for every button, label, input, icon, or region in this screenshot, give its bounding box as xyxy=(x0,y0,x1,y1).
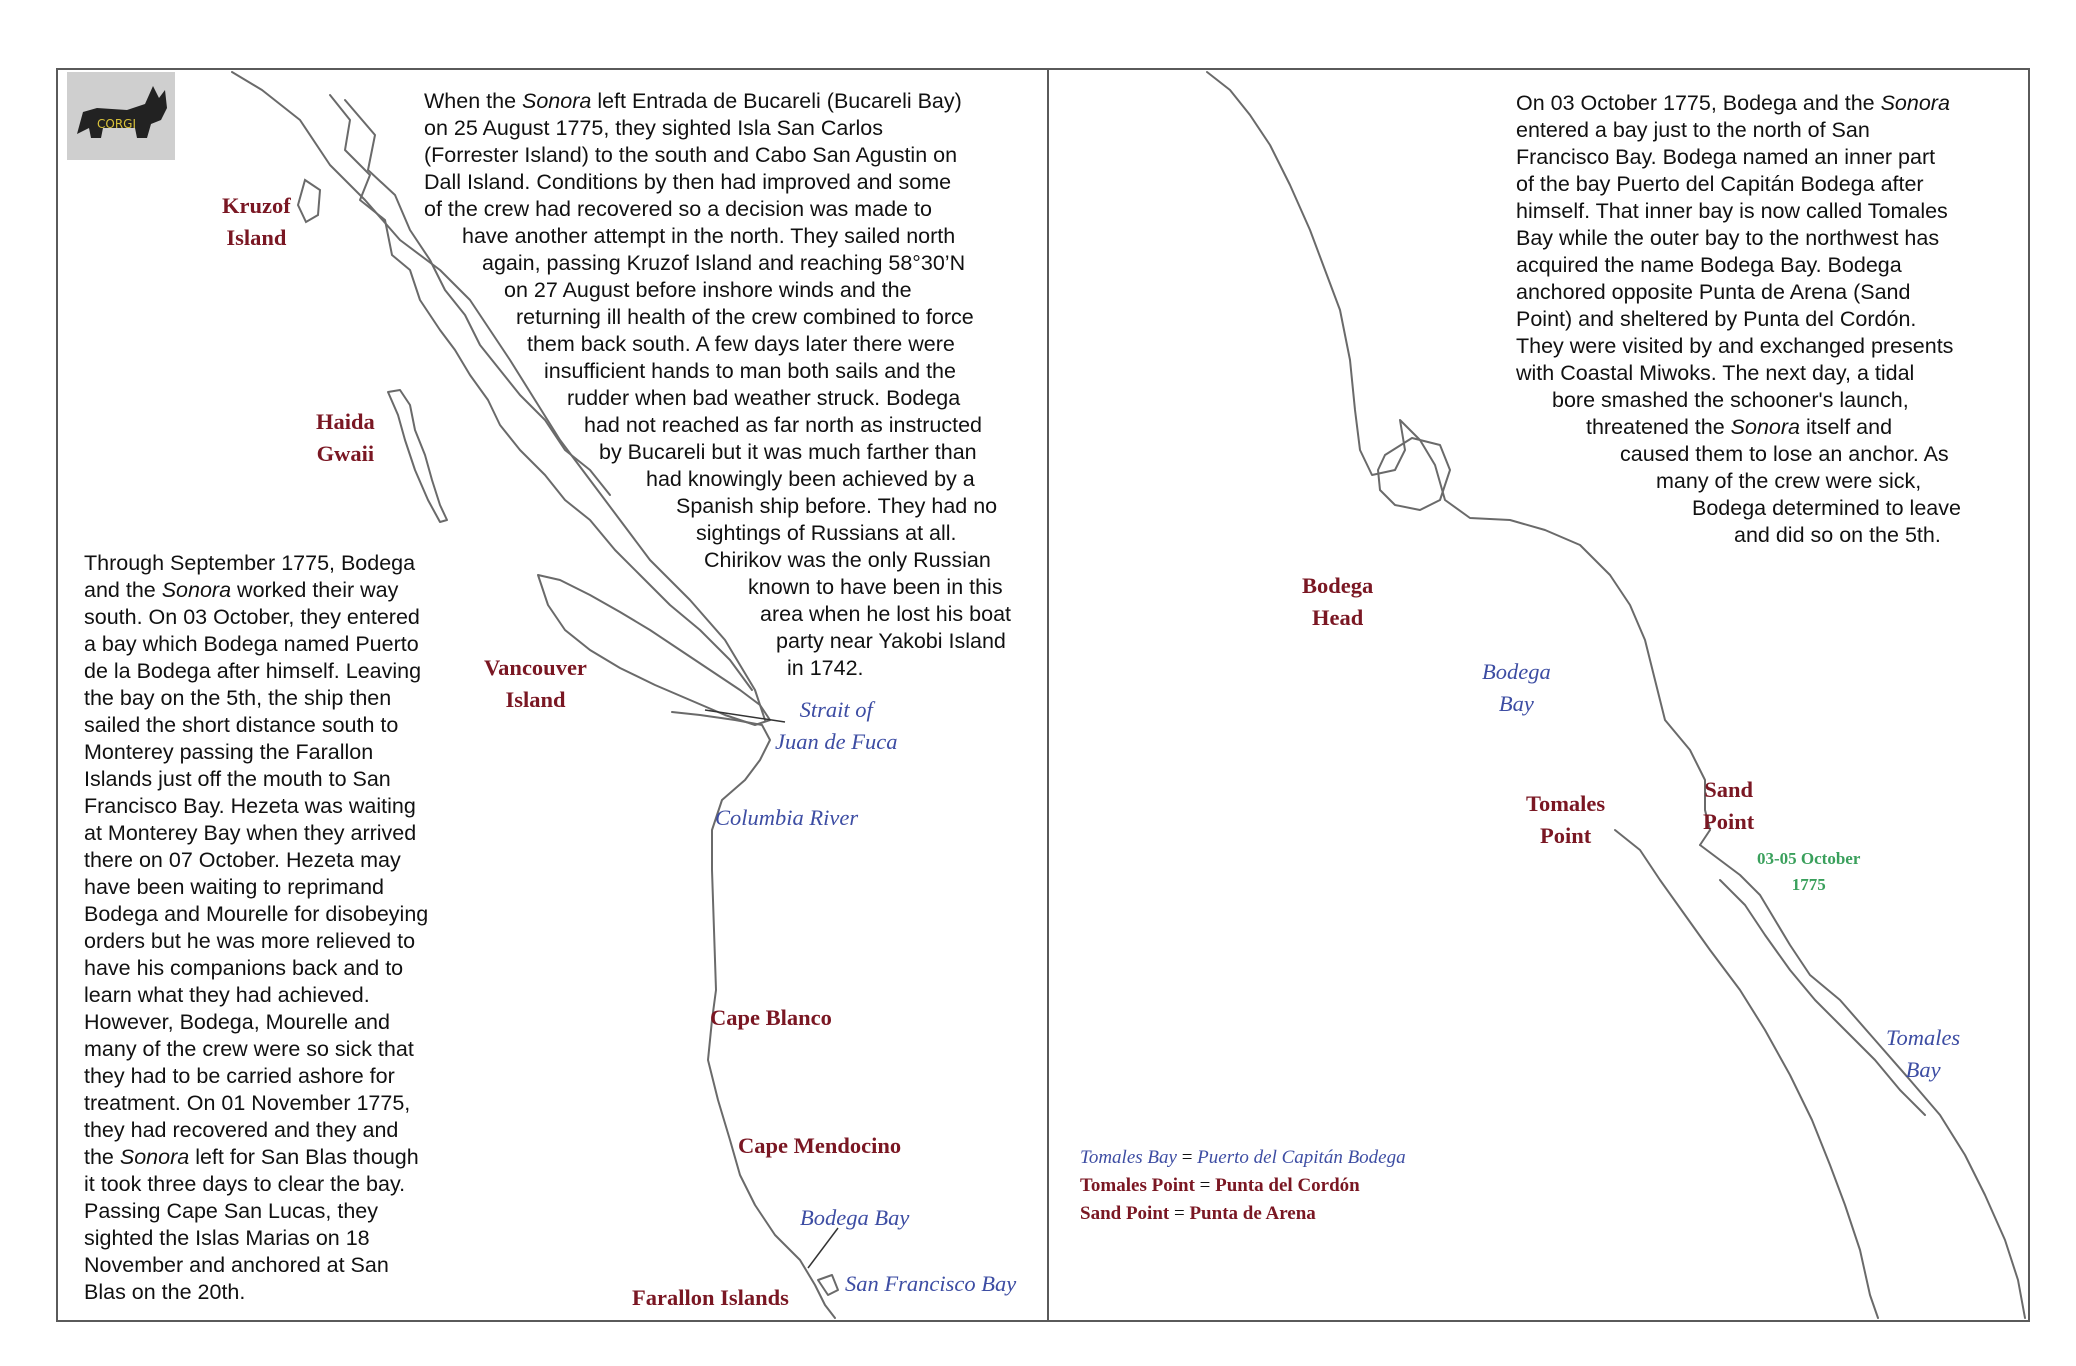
text-line: there on 07 October. Hezeta may xyxy=(84,848,401,872)
text-line: and the Sonora worked their way xyxy=(84,578,399,602)
tomales-bay-shore xyxy=(1700,845,2025,1318)
text-line: in 1742. xyxy=(787,656,864,680)
text-line: of the crew had recovered so a decision was made to xyxy=(424,197,932,221)
text-line: and did so on the 5th. xyxy=(1734,523,1941,547)
legend-row: Sand Point = Punta de Arena xyxy=(1080,1203,1316,1224)
text-line: entered a bay just to the north of San xyxy=(1516,118,1870,142)
text-line: Point) and sheltered by Punta del Cordón. xyxy=(1516,307,1917,331)
corgi-logo xyxy=(67,72,175,160)
text-line: the bay on the 5th, the ship then xyxy=(84,686,392,710)
juan-de-fuca-leader xyxy=(705,710,785,722)
sf-bay-shape xyxy=(818,1275,838,1295)
text-line: sighted the Islas Marias on 18 xyxy=(84,1226,370,1250)
text-line: However, Bodega, Mourelle and xyxy=(84,1010,390,1034)
text-line: on 25 August 1775, they sighted Isla San Carlos xyxy=(424,116,883,140)
bodega-head-label: Bodega Head xyxy=(1302,573,1374,630)
sand-point-label: Sand Point xyxy=(1703,777,1755,834)
text-line: known to have been in this xyxy=(748,575,1003,599)
text-line: They were visited by and exchanged presents xyxy=(1516,334,1954,358)
text-line: treatment. On 01 November 1775, xyxy=(84,1091,411,1115)
text-line: anchored opposite Punta de Arena (Sand xyxy=(1516,280,1911,304)
text-line: have been waiting to reprimand xyxy=(84,875,384,899)
tomales-point-shape xyxy=(1615,830,1878,1318)
text-line: them back south. A few days later there were xyxy=(527,332,955,356)
vancouver-island-label: Vancouver Island xyxy=(484,655,587,712)
farallon-islands-label: Farallon Islands xyxy=(632,1285,789,1310)
bodega-bay-leader xyxy=(808,1228,838,1268)
text-line: area when he lost his boat xyxy=(760,602,1011,626)
text-line: Francisco Bay. Hezeta was waiting xyxy=(84,794,416,818)
text-line: at Monterey Bay when they arrived xyxy=(84,821,417,845)
text-line: again, passing Kruzof Island and reaching 58°30’N xyxy=(482,251,966,275)
text-line: bore smashed the schooner's launch, xyxy=(1552,388,1909,412)
text-line: learn what they had achieved. xyxy=(84,983,370,1007)
text-line: November and anchored at San xyxy=(84,1253,389,1277)
text-line: Chirikov was the only Russian xyxy=(704,548,991,572)
narrative-top xyxy=(424,88,1011,682)
text-line: returning ill health of the crew combined to force xyxy=(516,305,974,329)
text-line: Bodega determined to leave xyxy=(1692,496,1961,520)
logo-text: CORGI xyxy=(97,117,136,131)
legend-row: Tomales Bay = Puerto del Capitán Bodega xyxy=(1080,1147,1406,1168)
text-line: insufficient hands to man both sails and the xyxy=(544,359,956,383)
text-line: rudder when bad weather struck. Bodega xyxy=(567,386,961,410)
text-line: many of the crew were sick, xyxy=(1656,469,1922,493)
text-line: many of the crew were so sick that xyxy=(84,1037,414,1061)
text-line: Bay while the outer bay to the northwest has xyxy=(1516,226,1940,250)
text-line: Spanish ship before. They had no xyxy=(676,494,998,518)
text-line: it took three days to clear the bay. xyxy=(84,1172,406,1196)
text-line: of the bay Puerto del Capitán Bodega after xyxy=(1516,172,1924,196)
text-line: Blas on the 20th. xyxy=(84,1280,246,1304)
cape-blanco-label: Cape Blanco xyxy=(710,1005,832,1030)
text-line: on 27 August before inshore winds and the xyxy=(504,278,912,302)
text-line: Dall Island. Conditions by then had improved and some xyxy=(424,170,952,194)
text-line: Through September 1775, Bodega xyxy=(84,551,416,575)
cape-mendocino-label: Cape Mendocino xyxy=(738,1133,902,1158)
text-line: had knowingly been achieved by a xyxy=(646,467,975,491)
bodega-head-shape xyxy=(1378,438,1450,510)
columbia-river-label: Columbia River xyxy=(715,805,859,830)
text-line: have another attempt in the north. They sailed north xyxy=(462,224,956,248)
text-line: sightings of Russians at all. xyxy=(696,521,957,545)
name-legend xyxy=(1080,1144,1406,1228)
text-line: a bay which Bodega named Puerto xyxy=(84,632,419,656)
text-line: (Forrester Island) to the south and Cabo San Agustin on xyxy=(424,143,958,167)
text-line: acquired the name Bodega Bay. Bodega xyxy=(1516,253,1902,277)
juan-de-fuca-label: Strait of Juan de Fuca xyxy=(775,697,898,754)
text-line: with Coastal Miwoks. The next day, a tidal xyxy=(1516,361,1915,385)
bodega-bay-label-large: Bodega Bay xyxy=(1482,659,1551,716)
text-line: by Bucareli but it was much farther than xyxy=(599,440,977,464)
narrative-bottom xyxy=(84,550,428,1306)
kruzof-island-shape xyxy=(298,180,320,222)
text-line: Francisco Bay. Bodega named an inner part xyxy=(1516,145,1936,169)
legend-row: Tomales Point = Punta del Cordón xyxy=(1080,1175,1360,1196)
text-line: threatened the Sonora itself and xyxy=(1586,415,1893,439)
text-line: had not reached as far north as instructed xyxy=(584,413,982,437)
text-line: have his companions back and to xyxy=(84,956,404,980)
text-line: Bodega and Mourelle for disobeying xyxy=(84,902,429,926)
haida-gwaii-label: Haida Gwaii xyxy=(316,409,375,466)
text-line: the Sonora left for San Blas though xyxy=(84,1145,419,1169)
text-line: they had recovered and they and xyxy=(84,1118,399,1142)
text-line: On 03 October 1775, Bodega and the Sonora xyxy=(1516,91,1950,115)
text-line: sailed the short distance south to xyxy=(84,713,399,737)
text-line: orders but he was more relieved to xyxy=(84,929,416,953)
text-line: de la Bodega after himself. Leaving xyxy=(84,659,422,683)
text-line: himself. That inner bay is now called Tomales xyxy=(1516,199,1948,223)
text-line: Monterey passing the Farallon xyxy=(84,740,374,764)
anchorage-date-label: 03-05 October 1775 xyxy=(1757,849,1861,894)
san-francisco-bay-label: San Francisco Bay xyxy=(845,1271,1017,1296)
text-line: Islands just off the mouth to San xyxy=(84,767,391,791)
text-line: Passing Cape San Lucas, they xyxy=(84,1199,379,1223)
text-line: caused them to lose an anchor. As xyxy=(1620,442,1949,466)
bodega-bay-label-small: Bodega Bay xyxy=(800,1205,910,1230)
tomales-bay-label: Tomales Bay xyxy=(1886,1025,1961,1082)
corgi-silhouette-icon xyxy=(67,72,175,160)
tomales-point-label: Tomales Point xyxy=(1526,791,1606,848)
narrative-right xyxy=(1516,90,1961,549)
kruzof-island-label: Kruzof Island xyxy=(222,193,291,250)
text-line: When the Sonora left Entrada de Bucareli (Bucareli Bay) xyxy=(424,89,962,113)
text-line: they had to be carried ashore for xyxy=(84,1064,395,1088)
text-line: party near Yakobi Island xyxy=(776,629,1006,653)
text-line: south. On 03 October, they entered xyxy=(84,605,420,629)
